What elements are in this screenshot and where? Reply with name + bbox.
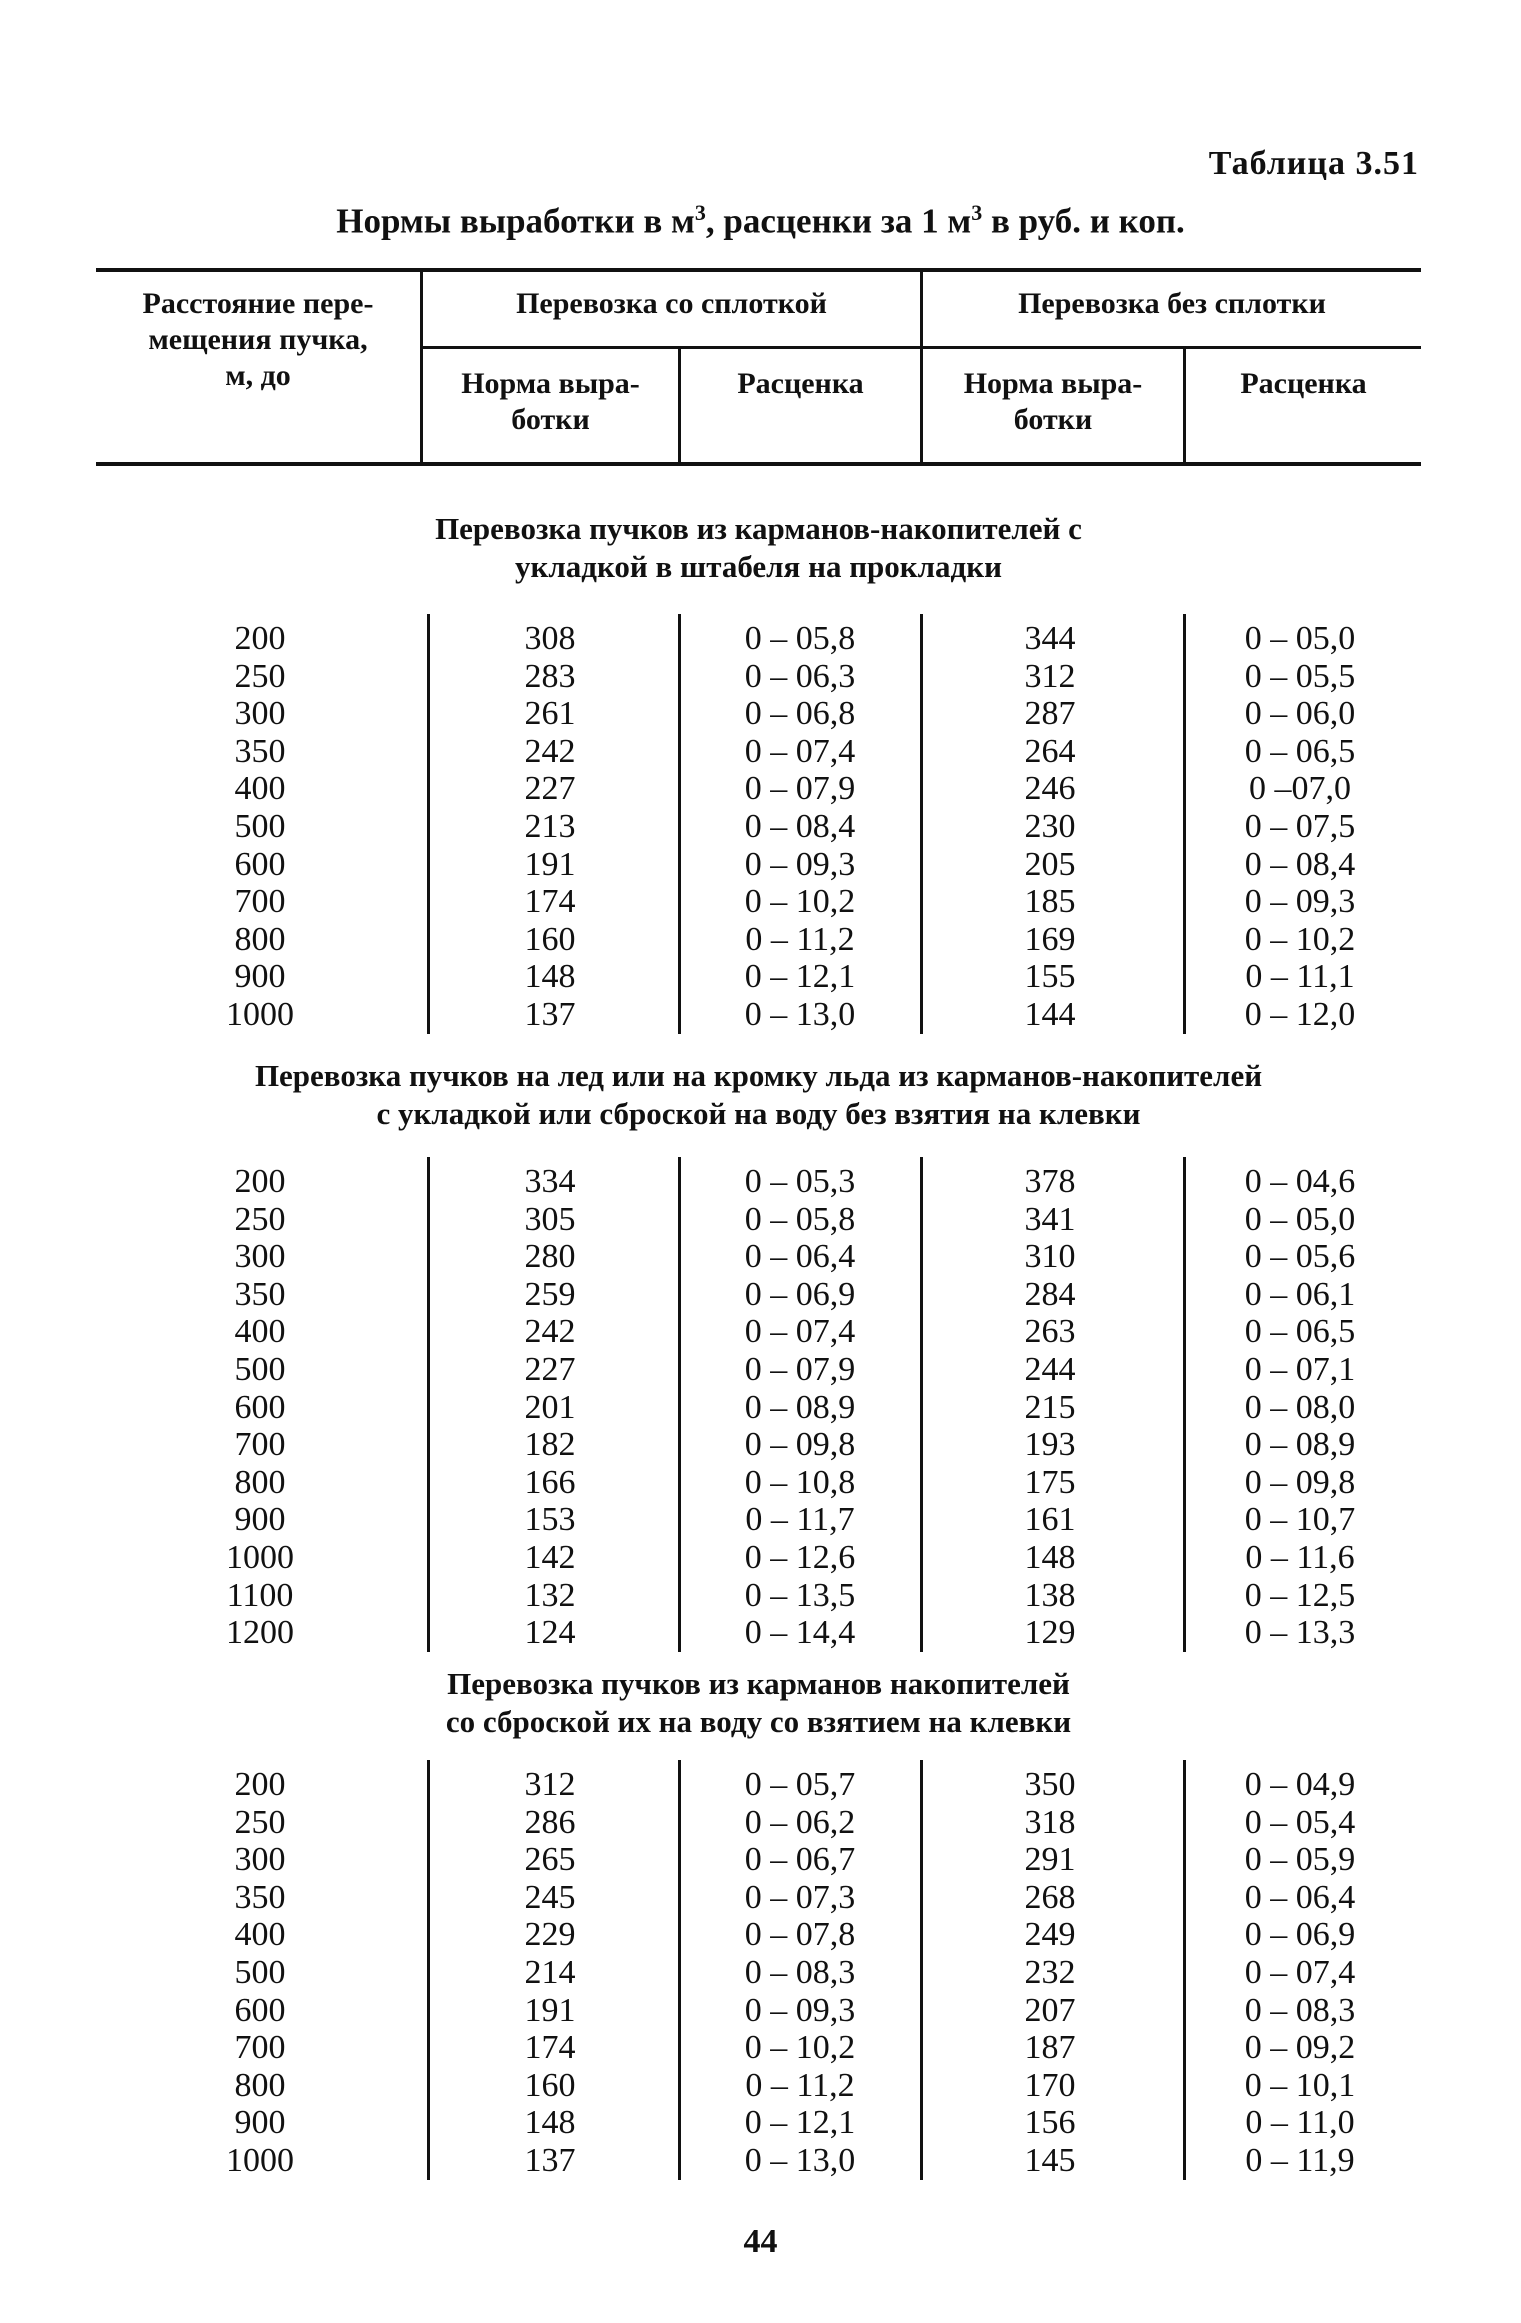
norm-with-cell: 242 [524, 1313, 576, 1351]
rate-without-cell: 0 – 06,1 [1244, 1275, 1356, 1313]
norm-with-cell: 305 [524, 1200, 576, 1238]
norm-with-cell: 132 [524, 1576, 576, 1614]
rate-with-cell: 0 – 12,1 [744, 2104, 856, 2142]
norm-with-cell: 191 [524, 1991, 576, 2029]
norm-with-cell: 242 [524, 732, 576, 770]
norm-with-cell: 191 [524, 845, 576, 883]
norm-without-cell: 341 [1024, 1200, 1076, 1238]
caption-text-1: Нормы выработки в м [336, 201, 695, 241]
distance-cell: 500 [234, 1954, 286, 1991]
rate-with-cell: 0 – 05,7 [744, 1766, 856, 1803]
rate-without-cell: 0 – 05,6 [1244, 1238, 1356, 1276]
page-number: 44 [743, 2223, 778, 2260]
rate-with-cell: 0 – 10,2 [744, 2029, 856, 2067]
norm-with-cell: 229 [524, 1916, 576, 1954]
distance-cell: 500 [234, 1351, 286, 1388]
section-title-line: Перевозка пучков из карманов накопителей [447, 1666, 1070, 1701]
distance-cell: 200 [234, 1766, 286, 1803]
distance-cell: 1100 [226, 1576, 294, 1614]
norm-without-cell: 264 [1024, 732, 1076, 770]
rate-without-cell: 0 – 06,5 [1244, 1313, 1356, 1351]
column-separator [427, 1760, 430, 2180]
rate-with-cell: 0 – 13,0 [744, 2142, 856, 2179]
column-separator [678, 1760, 681, 2180]
rate-without-cell: 0 – 05,4 [1244, 1803, 1356, 1841]
rate-with-cell: 0 – 10,2 [744, 883, 856, 921]
rate-with-cell: 0 – 13,5 [744, 1576, 856, 1614]
norm-without-cell: 175 [1024, 1463, 1076, 1501]
norm-without-cell: 246 [1024, 770, 1076, 808]
distance-cell: 400 [234, 770, 286, 808]
norm-with-cell: 142 [524, 1539, 576, 1576]
rate-without-cell: 0 – 10,7 [1244, 1501, 1356, 1539]
rate-with-cell: 0 – 06,2 [744, 1803, 856, 1841]
rate-with-cell: 0 – 09,3 [744, 845, 856, 883]
column-separator [1183, 1157, 1186, 1652]
rate-without-cell: 0 – 07,1 [1244, 1351, 1356, 1388]
norm-with-cell: 214 [524, 1954, 576, 1991]
norm-without-cell: 148 [1024, 1539, 1076, 1576]
rate-without-cell: 0 –07,0 [1249, 770, 1351, 808]
rate-without-cell: 0 – 11,0 [1245, 2104, 1355, 2142]
rate-without-cell: 0 – 11,1 [1245, 958, 1355, 996]
rate-without-cell: 0 – 05,0 [1244, 1200, 1356, 1238]
rate-with-cell: 0 – 07,9 [744, 1351, 856, 1388]
caption-text-3: в руб. и коп. [982, 201, 1185, 241]
distance-cell: 600 [234, 1388, 286, 1426]
norm-without-cell: 193 [1024, 1426, 1076, 1464]
norm-with-cell: 137 [524, 996, 576, 1033]
rate-without-cell: 0 – 13,3 [1244, 1614, 1356, 1652]
rate-without-cell: 0 – 11,6 [1245, 1539, 1355, 1576]
header-norm-with-line-1: Норма выра- [461, 367, 640, 400]
norm-without-cell: 230 [1024, 808, 1076, 845]
norm-with-cell: 182 [524, 1426, 576, 1464]
norm-with-cell: 166 [524, 1463, 576, 1501]
table-caption [100, 200, 1421, 242]
norm-without-cell: 155 [1024, 958, 1076, 996]
column-separator [920, 1760, 923, 2180]
norm-without-cell: 138 [1024, 1576, 1076, 1614]
rate-with-cell: 0 – 13,0 [744, 996, 856, 1033]
rate-without-cell: 0 – 10,2 [1244, 920, 1356, 958]
header-bottom-rule [96, 462, 1421, 466]
norm-with-cell: 174 [524, 883, 576, 921]
norm-with-cell: 213 [524, 808, 576, 845]
column-separator [427, 1157, 430, 1652]
rate-without-cell: 0 – 08,3 [1244, 1991, 1356, 2029]
distance-cell: 350 [234, 1275, 286, 1313]
norm-without-cell: 310 [1024, 1238, 1076, 1276]
norm-without-cell: 169 [1024, 920, 1076, 958]
norm-with-cell: 227 [524, 1351, 576, 1388]
header-distance [96, 286, 420, 394]
norm-with-cell: 259 [524, 1275, 576, 1313]
distance-cell: 800 [234, 2066, 286, 2104]
norm-without-cell: 378 [1024, 1163, 1076, 1200]
distance-cell: 800 [234, 1463, 286, 1501]
header-group-without-rafting: Перевозка без сплотки [1018, 287, 1326, 320]
rate-without-cell: 0 – 09,3 [1244, 883, 1356, 921]
distance-cell: 1000 [226, 2142, 294, 2179]
norm-without-cell: 263 [1024, 1313, 1076, 1351]
norm-without-cell: 287 [1024, 695, 1076, 733]
rate-without-cell: 0 – 05,9 [1244, 1841, 1356, 1879]
distance-cell: 300 [234, 1841, 286, 1879]
rate-with-cell: 0 – 07,8 [744, 1916, 856, 1954]
rate-with-cell: 0 – 07,4 [744, 1313, 856, 1351]
distance-cell: 300 [234, 1238, 286, 1276]
rate-with-cell: 0 – 06,8 [744, 695, 856, 733]
rate-without-cell: 0 – 12,0 [1244, 996, 1356, 1033]
rate-without-cell: 0 – 07,4 [1244, 1954, 1356, 1991]
distance-cell: 400 [234, 1313, 286, 1351]
rate-with-cell: 0 – 09,3 [744, 1991, 856, 2029]
norm-with-cell: 160 [524, 2066, 576, 2104]
norm-with-cell: 265 [524, 1841, 576, 1879]
column-separator [678, 1157, 681, 1652]
rate-without-cell: 0 – 08,9 [1244, 1426, 1356, 1464]
distance-cell: 1000 [226, 996, 294, 1033]
norm-with-cell: 286 [524, 1803, 576, 1841]
header-distance-line-3: м, до [225, 359, 291, 392]
rate-without-cell: 0 – 10,1 [1244, 2066, 1356, 2104]
norm-without-cell: 291 [1024, 1841, 1076, 1879]
norm-with-cell: 280 [524, 1238, 576, 1276]
distance-cell: 300 [234, 695, 286, 733]
section-title-line: со сброской их на воду со взятием на клевки [445, 1704, 1072, 1739]
distance-cell: 1200 [226, 1614, 294, 1652]
norm-without-cell: 215 [1024, 1388, 1076, 1426]
norm-without-cell: 185 [1024, 883, 1076, 921]
column-separator [920, 614, 923, 1034]
rate-without-cell: 0 – 08,0 [1244, 1388, 1356, 1426]
distance-cell: 900 [234, 2104, 286, 2142]
section-title [96, 1057, 1421, 1133]
section-title-line: с укладкой или сброской на воду без взятия на клевки [376, 1096, 1141, 1131]
norm-without-cell: 129 [1024, 1614, 1076, 1652]
norm-without-cell: 187 [1024, 2029, 1076, 2067]
norm-with-cell: 227 [524, 770, 576, 808]
norm-without-cell: 244 [1024, 1351, 1076, 1388]
rate-with-cell: 0 – 11,2 [745, 2066, 855, 2104]
rate-with-cell: 0 – 12,6 [744, 1539, 856, 1576]
header-norm-without [923, 366, 1183, 438]
norm-without-cell: 350 [1024, 1766, 1076, 1803]
rate-without-cell: 0 – 06,9 [1244, 1916, 1356, 1954]
norm-with-cell: 124 [524, 1614, 576, 1652]
norm-without-cell: 207 [1024, 1991, 1076, 2029]
norm-without-cell: 284 [1024, 1275, 1076, 1313]
norm-without-cell: 232 [1024, 1954, 1076, 1991]
distance-cell: 1000 [226, 1539, 294, 1576]
rate-with-cell: 0 – 06,3 [744, 657, 856, 695]
header-rate-with: Расценка [737, 367, 864, 400]
rate-without-cell: 0 – 09,8 [1244, 1463, 1356, 1501]
table-label: Таблица 3.51 [1208, 145, 1419, 182]
norm-with-cell: 153 [524, 1501, 576, 1539]
rate-without-cell: 0 – 12,5 [1244, 1576, 1356, 1614]
section-title-line: Перевозка пучков на лед или на кромку льда из карманов-накопителей [254, 1058, 1263, 1093]
rate-without-cell: 0 – 09,2 [1244, 2029, 1356, 2067]
column-separator [678, 614, 681, 1034]
norm-with-cell: 148 [524, 958, 576, 996]
column-separator [427, 614, 430, 1034]
caption-sup-2: 3 [971, 200, 983, 225]
distance-cell: 400 [234, 1916, 286, 1954]
norm-without-cell: 170 [1024, 2066, 1076, 2104]
norm-with-cell: 261 [524, 695, 576, 733]
rate-without-cell: 0 – 08,4 [1244, 845, 1356, 883]
section-title [96, 1665, 1421, 1741]
norm-with-cell: 334 [524, 1163, 576, 1200]
distance-cell: 350 [234, 732, 286, 770]
caption-text-2: , расценки за 1 м [705, 201, 972, 241]
rate-without-cell: 0 – 06,0 [1244, 695, 1356, 733]
distance-cell: 700 [234, 2029, 286, 2067]
norm-with-cell: 174 [524, 2029, 576, 2067]
norm-with-cell: 312 [524, 1766, 576, 1803]
distance-cell: 250 [234, 657, 286, 695]
rate-with-cell: 0 – 06,4 [744, 1238, 856, 1276]
rate-with-cell: 0 – 08,9 [744, 1388, 856, 1426]
norm-with-cell: 245 [524, 1878, 576, 1916]
rate-with-cell: 0 – 11,7 [745, 1501, 855, 1539]
distance-cell: 900 [234, 1501, 286, 1539]
norm-without-cell: 156 [1024, 2104, 1076, 2142]
norm-with-cell: 308 [524, 620, 576, 657]
section-title-line: укладкой в штабеля на прокладки [515, 549, 1002, 584]
distance-cell: 700 [234, 883, 286, 921]
distance-cell: 500 [234, 808, 286, 845]
rate-with-cell: 0 – 05,8 [744, 620, 856, 657]
norm-without-cell: 249 [1024, 1916, 1076, 1954]
norm-with-cell: 201 [524, 1388, 576, 1426]
section-title [96, 510, 1421, 586]
distance-cell: 250 [234, 1200, 286, 1238]
header-group-with-rafting: Перевозка со сплоткой [516, 287, 827, 320]
distance-cell: 350 [234, 1878, 286, 1916]
rate-with-cell: 0 – 11,2 [745, 920, 855, 958]
rate-without-cell: 0 – 04,9 [1244, 1766, 1356, 1803]
distance-cell: 900 [234, 958, 286, 996]
rate-without-cell: 0 – 05,0 [1244, 620, 1356, 657]
norm-without-cell: 268 [1024, 1878, 1076, 1916]
norm-without-cell: 145 [1024, 2142, 1076, 2179]
norm-without-cell: 205 [1024, 845, 1076, 883]
rate-without-cell: 0 – 07,5 [1244, 808, 1356, 845]
rate-with-cell: 0 – 07,4 [744, 732, 856, 770]
distance-cell: 600 [234, 1991, 286, 2029]
norm-with-cell: 160 [524, 920, 576, 958]
rate-with-cell: 0 – 07,9 [744, 770, 856, 808]
column-separator [920, 1157, 923, 1652]
rate-with-cell: 0 – 06,9 [744, 1275, 856, 1313]
rate-with-cell: 0 – 08,4 [744, 808, 856, 845]
distance-cell: 800 [234, 920, 286, 958]
distance-cell: 200 [234, 1163, 286, 1200]
header-norm-with [423, 366, 678, 438]
norm-without-cell: 344 [1024, 620, 1076, 657]
header-distance-line-1: Расстояние пере- [142, 287, 374, 320]
norm-without-cell: 312 [1024, 657, 1076, 695]
rate-with-cell: 0 – 09,8 [744, 1426, 856, 1464]
rate-with-cell: 0 – 10,8 [744, 1463, 856, 1501]
rate-with-cell: 0 – 06,7 [744, 1841, 856, 1879]
header-distance-line-2: мещения пучка, [148, 323, 368, 356]
rate-without-cell: 0 – 06,4 [1244, 1878, 1356, 1916]
header-norm-without-line-1: Норма выра- [963, 367, 1143, 400]
rate-with-cell: 0 – 05,8 [744, 1200, 856, 1238]
distance-cell: 200 [234, 620, 286, 657]
rate-without-cell: 0 – 06,5 [1244, 732, 1356, 770]
column-separator [1183, 1760, 1186, 2180]
rate-with-cell: 0 – 12,1 [744, 958, 856, 996]
rate-without-cell: 0 – 04,6 [1244, 1163, 1356, 1200]
norm-with-cell: 137 [524, 2142, 576, 2179]
header-rate-without: Расценка [1240, 367, 1367, 400]
norm-without-cell: 144 [1024, 996, 1076, 1033]
rate-without-cell: 0 – 05,5 [1244, 657, 1356, 695]
rate-with-cell: 0 – 14,4 [744, 1614, 856, 1652]
distance-cell: 700 [234, 1426, 286, 1464]
header-top-rule [96, 268, 1421, 272]
rate-without-cell: 0 – 11,9 [1245, 2142, 1355, 2179]
column-separator [1183, 614, 1186, 1034]
norm-with-cell: 283 [524, 657, 576, 695]
norm-without-cell: 161 [1024, 1501, 1076, 1539]
rate-with-cell: 0 – 07,3 [744, 1878, 856, 1916]
rate-with-cell: 0 – 05,3 [744, 1163, 856, 1200]
distance-cell: 250 [234, 1803, 286, 1841]
distance-cell: 600 [234, 845, 286, 883]
section-title-line: Перевозка пучков из карманов-накопителей с [435, 511, 1082, 546]
norm-with-cell: 148 [524, 2104, 576, 2142]
caption-sup-1: 3 [694, 200, 706, 225]
header-norm-with-line-2: ботки [511, 403, 590, 436]
header-sub-rule [420, 346, 1421, 349]
header-norm-without-line-2: ботки [1013, 403, 1093, 436]
norm-without-cell: 318 [1024, 1803, 1076, 1841]
rate-with-cell: 0 – 08,3 [744, 1954, 856, 1991]
